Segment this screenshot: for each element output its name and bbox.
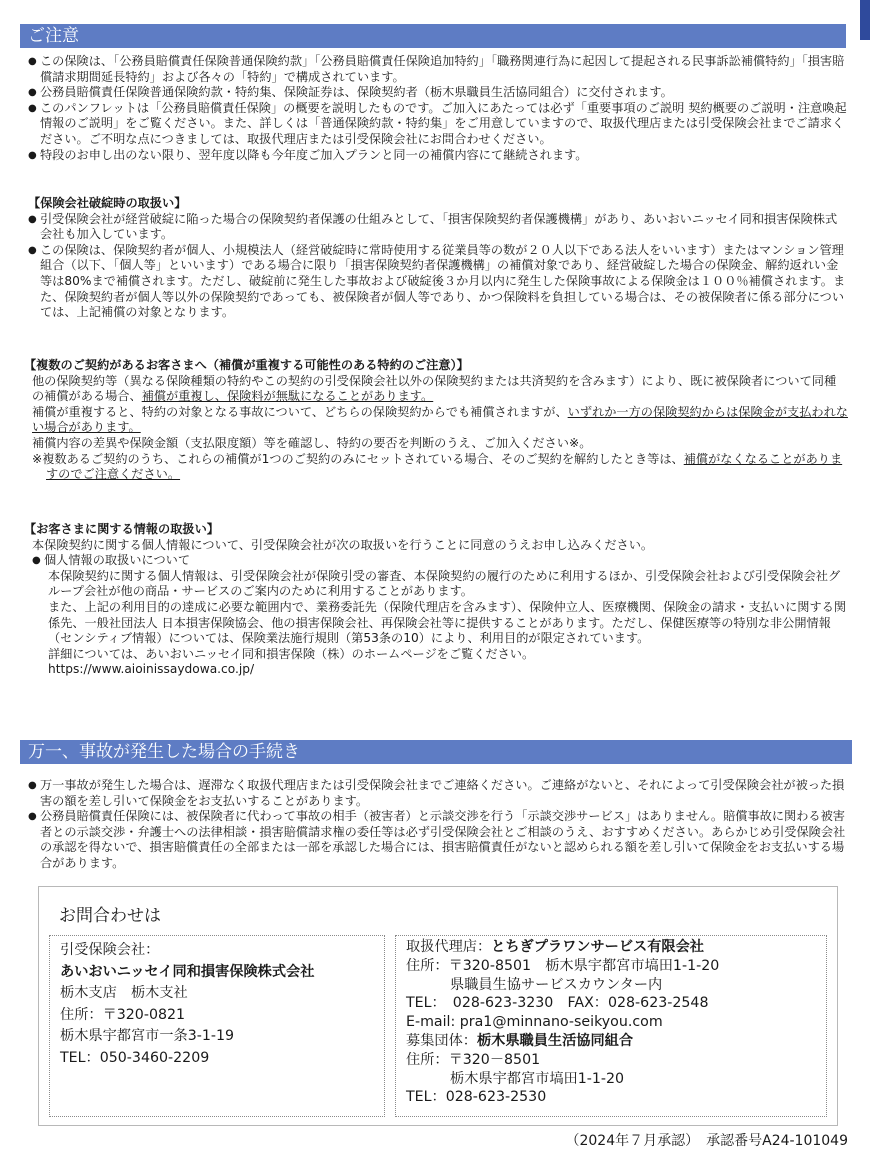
privacy-url-link[interactable]: https://www.aioinissaydowa.co.jp/: [48, 662, 255, 677]
agent-box: [395, 935, 827, 1117]
accident-item: ● 万一事故が発生した場合は、遅滞なく取扱代理店または引受保険会社までご連絡ください。ご連絡がないと、それによって引受保険会社が被った損害の額を差し引いて保険金をお支払いすることがあります。: [28, 778, 848, 809]
multiple-text: ※複数あるご契約のうち、これらの補償が1つのご契約のみにセットされている場合、そのご契約を解約したとき等は、: [32, 451, 684, 466]
agent-tel-fax: TEL： 028-623-3230 FAX：028-623-2548: [406, 995, 709, 1012]
multiple-underlined-text: いずれか一方の保険契約からは保険金が支払われない場合があります。: [32, 404, 848, 435]
agent-label: 取扱代理店：: [406, 939, 492, 955]
notice-item: ● この保険は、「公務員賠償責任保険普通保険約款」「公務員賠償責任保険追加特約」「職務関連行為に起因して提起される民事訴訟補償特約」「損害賠償請求期間延長特約」および各々の「特約」で構成されています。: [28, 54, 848, 85]
group-address: 栃木県宇都宮市塙田1-1-20: [450, 1070, 625, 1087]
privacy-bullet: ● 個人情報の取扱いについて: [32, 553, 848, 569]
agent-name: とちぎプラワンサービス有限会社: [491, 939, 704, 955]
notice-list: [28, 54, 848, 163]
corner-tab: [860, 0, 870, 40]
insurer-tel: TEL：050-3460-2209: [60, 1049, 210, 1066]
notice-item: ● 特段のお申し出のない限り、翌年度以降も今年度ご加入プランと同一の補償内容にて継続されます。: [28, 148, 848, 164]
approval-number: （2024年７月承認） 承認番号A24-101049: [565, 1133, 848, 1149]
insurer-box: [49, 935, 385, 1117]
privacy-title: 【お客さまに関する情報の取扱い】: [24, 522, 219, 536]
group-label: 募集団体：: [406, 1032, 477, 1049]
inquiry-panel: [38, 886, 838, 1126]
multiple-paragraph-1: [28, 374, 848, 405]
agent-address-line2: 県職員生協サービスカウンター内: [450, 976, 663, 993]
multiple-title: 【複数のご契約があるお客さまへ（補償が重複する可能性のある特約のご注意）】: [24, 358, 469, 372]
bankruptcy-title: 【保険会社破綻時の取扱い】: [28, 196, 187, 210]
privacy-section: [24, 522, 848, 678]
agent-email[interactable]: E-mail: pra1@minnano-seikyou.com: [406, 1014, 663, 1031]
bankruptcy-item: ● 引受保険会社が経営破綻に陥った場合の保険契約者保護の仕組みとして、「損害保険契約者保護機構」があり、あいおいニッセイ同和損害保険株式会社も加入しています。: [28, 212, 848, 243]
insurer-branch: 栃木支店 栃木支社: [60, 985, 188, 1001]
agent-heading: [406, 938, 816, 957]
agent-address: 住所：〒320-8501 栃木県宇都宮市塙田1-1-20: [406, 957, 720, 974]
multiple-paragraph-2: [28, 405, 848, 436]
privacy-paragraph-2: また、上記の利用目的の達成に必要な範囲内で、業務委託先（保険代理店を含みます）、保険仲立人、医療機関、保険金の請求・支払いに関する関係先、一般社団法人 日本損害保険協会、他の損害保険会社、再保険会社等に提供することがあります。ただし、保健医療等の特別な非公開情報（センシティブ情報）については、保険業法施行規則（第53条の10）により、利用目的が限定されています。: [48, 599, 847, 646]
privacy-paragraph-1: 本保険契約に関する個人情報は、引受保険会社が保険引受の審査、本保険契約の履行のために利用するほか、引受保険会社および引受保険会社グループ会社が他の商品・サービスのご案内のために利用することがあります。: [48, 568, 841, 599]
multiple-text: 補償が重複すると、特約の対象となる事故について、どちらの保険契約からでも補償されますが、: [32, 404, 568, 419]
multiple-paragraph-3: 補償内容の差異や保険金額（支払限度額）等を確認し、特約の要否を判断のうえ、ご加入ください※。: [32, 435, 592, 450]
bankruptcy-section: [28, 196, 848, 321]
privacy-intro: 本保険契約に関する個人情報について、引受保険会社が次の取扱いを行うことに同意のうえお申し込みください。: [32, 537, 654, 552]
accident-list: [28, 778, 848, 872]
accident-header: 万一、事故が発生した場合の手続き: [20, 740, 852, 764]
insurer-postal: 住所：〒320-0821: [60, 1006, 186, 1023]
group-heading: [406, 1032, 816, 1051]
notice-header: ご注意: [20, 24, 846, 48]
bankruptcy-item: ● この保険は、保険契約者が個人、小規模法人（経営破綻時に常時使用する従業員等の数が２０人以下である法人をいいます）またはマンション管理組合（以下、「個人等」といいます）である場合に限り「損害保険契約者保護機構」の補償対象であり、経営破綻した場合の保険金、解約返れい金等は80%まで補償されます。ただし、破綻前に発生した事故および破綻後３か月以内に発生した保険事故による保険金は１００％補償されます。また、保険契約者が個人等以外の保険契約であっても、被保険者が個人等であり、かつ保険料を負担している場合は、その被保険者に係る部分については、上記補償の対象となります。: [28, 243, 848, 321]
insurer-address: 栃木県宇都宮市一条3-1-19: [60, 1028, 235, 1044]
insurer-name: あいおいニッセイ同和損害保険株式会社: [60, 963, 315, 980]
multiple-underlined-text: 補償が重複し、保険料が無駄になることがあります。: [141, 389, 434, 404]
multiple-contract-section: [24, 358, 848, 483]
accident-item: ● 公務員賠償責任保険には、被保険者に代わって事故の相手（被害者）と示談交渉を行う「示談交渉サービス」はありません。賠償事故に関わる被害者との示談交渉・弁護士への法律相談・損害賠償請求権の委任等は必ず引受保険会社とご相談のうえ、おすすめください。あらかじめ引受保険会社の承認を得ないで、損害賠償責任の全部または一部を承認した場合には、損害賠償責任がないと認められる額を差し引いて保険金をお支払いする場合があります。: [28, 809, 848, 871]
multiple-footnote: [28, 452, 848, 483]
group-postal: 住所：〒320－8501: [406, 1051, 541, 1068]
group-tel: TEL：028-623-2530: [406, 1089, 547, 1106]
multiple-text: 他の保険契約等（異なる保険種類の特約やこの契約の引受保険会社以外の保険契約または共済契約を含みます）により、既に被保険者について同種の補償がある場合、: [32, 373, 837, 404]
inquiry-title: お問合わせは: [59, 906, 161, 926]
notice-item: ● 公務員賠償責任保険普通保険約款・特約集、保険証券は、保険契約者（栃木県職員生活協同組合）に交付されます。: [28, 85, 848, 101]
multiple-underlined-text: 補償がなくなることがありますのでご注意ください。: [46, 451, 843, 482]
group-name: 栃木県職員生活協同組合: [476, 1032, 634, 1049]
privacy-paragraph-3: 詳細については、あいおいニッセイ同和損害保険（株）のホームページをご覧ください。: [48, 646, 535, 661]
notice-item: ● このパンフレットは「公務員賠償責任保険」の概要を説明したものです。ご加入にあたっては必ず「重要事項のご説明 契約概要のご説明・注意喚起情報のご説明」をご覧ください。また、詳しくは「普通保険約款・特約集」をご用意していますので、取扱代理店または引受保険会社までご請求ください。ご不明な点につきましては、取扱代理店または引受保険会社にお問合わせください。: [28, 101, 848, 148]
insurer-label: 引受保険会社：: [60, 942, 160, 958]
